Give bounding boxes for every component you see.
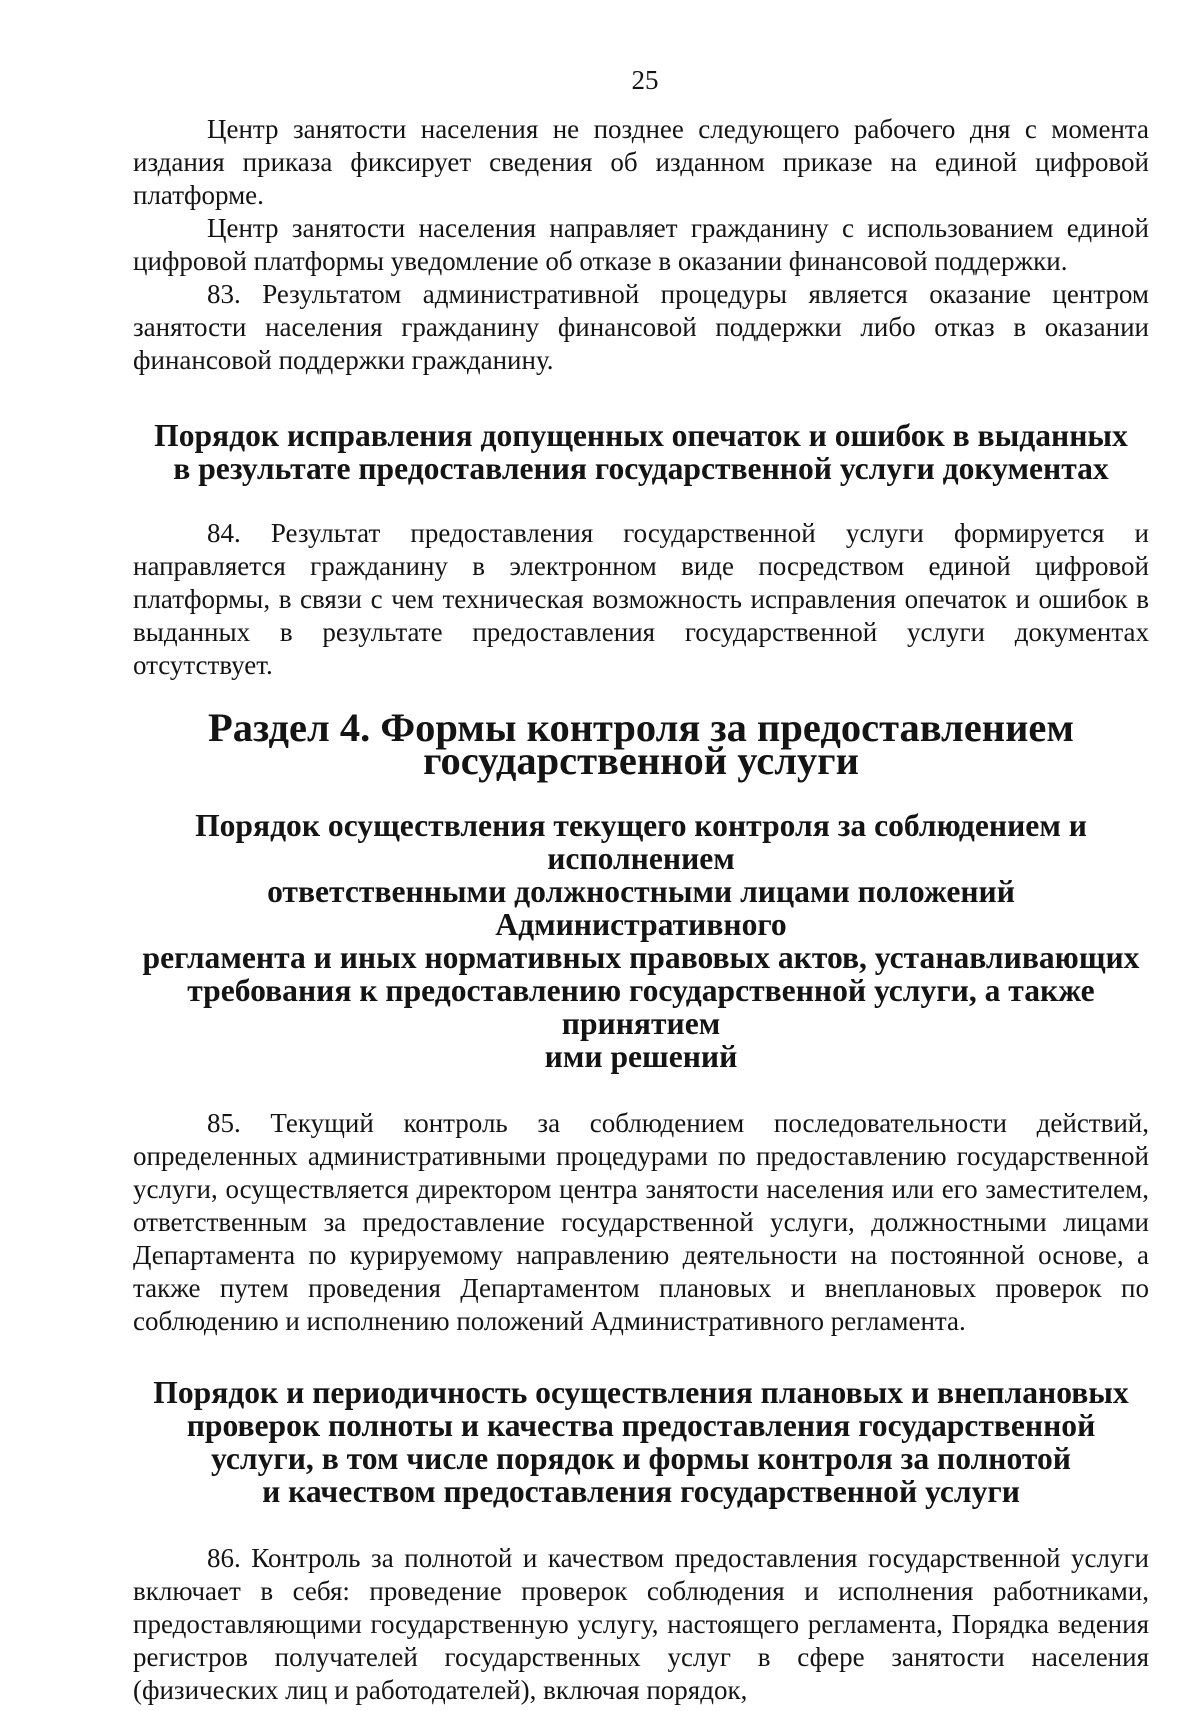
document-body <box>133 113 1149 1707</box>
heading-line: ими решений <box>544 1039 738 1074</box>
heading-current-control <box>133 809 1149 1073</box>
heading-line: и качеством предоставления государственной услуги <box>262 1474 1020 1509</box>
heading-line: услуги, в том числе порядок и формы контроля за полнотой <box>211 1441 1071 1476</box>
page-number: 25 <box>631 65 659 95</box>
heading-line: ответственными должностными лицами положений Административного <box>267 874 1015 942</box>
paragraph-84: 84. Результат предоставления государственной услуги формируется и направляется гражданину в электронном виде посредством единой цифровой платформы, в связи с чем техническая возможность исправления опечаток и ошибок в выданных в результате предоставления государственной услуги документах отсутствует. <box>133 518 1149 680</box>
heading-line: в результате предоставления государственной услуги документах <box>173 451 1109 486</box>
paragraph-refusal-notification: Центр занятости населения направляет гражданину с использованием единой цифровой платформы уведомление об отказе в оказании финансовой поддержки. <box>133 213 1149 276</box>
paragraph-order-registration: Центр занятости населения не позднее следующего рабочего дня с момента издания приказа фиксирует сведения об изданном приказе на единой цифровой платформе. <box>133 114 1149 210</box>
paragraph-86: 86. Контроль за полнотой и качеством предоставления государственной услуги включает в себя: проведение проверок соблюдения и исполнения работниками, предоставляющими государственную услугу, настоящего регламента, Порядка ведения регистров получателей государственных услуг в сфере занятости населения (физических лиц и работодателей), включая порядок, <box>133 1543 1149 1705</box>
paragraph-85: 85. Текущий контроль за соблюдением последовательности действий, определенных административными процедурами по предоставлению государственной услуги, осуществляется директором центра занятости населения или его заместителем, ответственным за предоставление государственной услуги, должностными лицами Департамента по курируемому направлению деятельности на постоянной основе, а также путем проведения Департаментом плановых и внеплановых проверок по соблюдению и исполнению положений Административного регламента. <box>133 1108 1149 1336</box>
heading-line: проверок полноты и качества предоставления государственной <box>186 1408 1096 1443</box>
heading-inspections <box>133 1376 1149 1508</box>
heading-line: Порядок и периодичность осуществления плановых и внеплановых <box>153 1375 1129 1410</box>
heading-line: Порядок исправления допущенных опечаток и ошибок в выданных <box>154 418 1128 453</box>
heading-line: регламента и иных нормативных правовых актов, устанавливающих <box>142 940 1140 975</box>
paragraph-83: 83. Результатом административной процедуры является оказание центром занятости населения гражданину финансовой поддержки либо отказ в оказании финансовой поддержки гражданину. <box>133 279 1149 375</box>
section-4-title: Раздел 4. Формы контроля за предоставлением государственной услуги <box>208 705 1074 783</box>
heading-line: требования к предоставлению государственной услуги, а также принятием <box>187 973 1095 1041</box>
heading-error-correction <box>133 419 1149 485</box>
heading-line: Порядок осуществления текущего контроля за соблюдением и исполнением <box>195 808 1087 876</box>
